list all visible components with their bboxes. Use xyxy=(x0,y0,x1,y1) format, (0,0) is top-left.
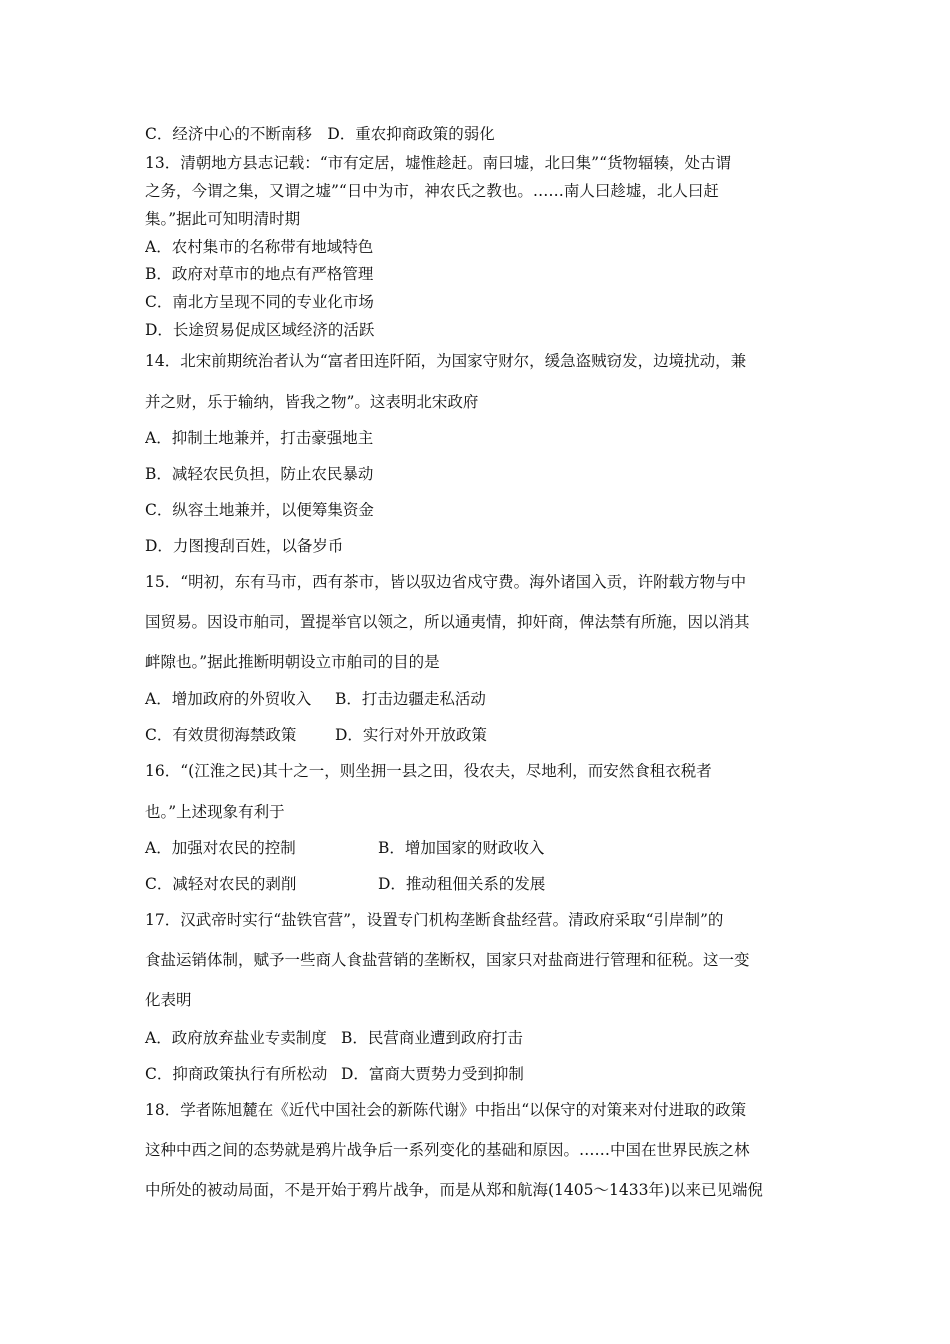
q15-stem-line-3: 衅隙也。”据此推断明朝设立市舶司的目的是 xyxy=(145,653,440,671)
q15-option-a: A．增加政府的外贸收入 xyxy=(145,690,312,708)
q17-stem-line-2: 食盐运销体制，赋予一些商人食盐营销的垄断权，国家只对盐商进行管理和征税。这一变 xyxy=(145,951,750,969)
q16-option-d: D．推动租佃关系的发展 xyxy=(378,875,546,893)
q14-option-b: B．减轻农民负担，防止农民暴动 xyxy=(145,465,374,483)
q15-option-b: B．打击边疆走私活动 xyxy=(335,690,486,708)
q17-options-row-2 xyxy=(145,1064,524,1084)
q14-option-d: D．力图搜刮百姓，以备岁币 xyxy=(145,537,344,555)
q14-stem-line-2: 并之财，乐于输纳，皆我之物”。这表明北宋政府 xyxy=(145,393,479,411)
q17-stem-line-3: 化表明 xyxy=(145,991,192,1009)
q13-stem-line-3: 集。”据此可知明清时期 xyxy=(145,210,301,228)
q17-option-a: A．政府放弃盐业专卖制度 xyxy=(145,1029,327,1047)
q17-option-c: C．抑商政策执行有所松动 xyxy=(145,1065,328,1083)
q17-stem-line-1: 17．汉武帝时实行“盐铁官营”，设置专门机构垄断食盐经营。清政府采取“引岸制”的 xyxy=(145,911,724,929)
q13-option-a: A．农村集市的名称带有地域特色 xyxy=(145,238,374,256)
q14-option-a: A．抑制土地兼并，打击豪强地主 xyxy=(145,429,374,447)
q16-options-row-1 xyxy=(145,838,545,858)
q15-stem-line-2: 国贸易。因设市舶司，置提举官以领之，所以通夷情，抑奸商，俾法禁有所施，因以消其 xyxy=(145,613,750,631)
q14-stem-line-1: 14．北宋前期统治者认为“富者田连阡陌，为国家守财尔，缓急盗贼窃发，边境扰动，兼 xyxy=(145,352,747,370)
q12-options-cd: C．经济中心的不断南移 D．重农抑商政策的弱化 xyxy=(145,125,495,143)
q13-option-b: B．政府对草市的地点有严格管理 xyxy=(145,265,374,283)
q15-options-row-1 xyxy=(145,689,486,709)
q15-option-c: C．有效贯彻海禁政策 xyxy=(145,726,297,744)
q13-option-c: C．南北方呈现不同的专业化市场 xyxy=(145,293,374,311)
q18-stem-line-3: 中所处的被动局面，不是开始于鸦片战争，而是从郑和航海(1405～1433年)以来已见端倪 xyxy=(145,1181,763,1199)
q16-option-b: B．增加国家的财政收入 xyxy=(378,839,545,857)
q15-options-row-2 xyxy=(145,725,487,745)
q13-stem-line-2: 之务，今谓之集，又谓之墟”“日中为市，神农氏之教也。……南人曰趁墟，北人曰赶 xyxy=(145,182,719,200)
q17-option-d: D．富商大贾势力受到抑制 xyxy=(341,1065,524,1083)
q16-option-a: A．加强对农民的控制 xyxy=(145,839,296,857)
q13-option-d: D．长途贸易促成区域经济的活跃 xyxy=(145,321,375,339)
q18-stem-line-1: 18．学者陈旭麓在《近代中国社会的新陈代谢》中指出“以保守的对策来对付进取的政策 xyxy=(145,1101,747,1119)
q13-stem-line-1: 13．清朝地方县志记载：“市有定居，墟惟趁赶。南曰墟，北曰集”“货物辐辏，处古谓 xyxy=(145,154,731,172)
q16-stem-line-1: 16．“(江淮之民)其十之一，则坐拥一县之田，役农夫，尽地利，而安然食租衣税者 xyxy=(145,762,712,780)
q16-option-c: C．减轻对农民的剥削 xyxy=(145,875,297,893)
q17-option-b: B．民营商业遭到政府打击 xyxy=(341,1029,523,1047)
q15-stem-line-1: 15．“明初，东有马市，西有茶市，皆以驭边省戍守费。海外诸国入贡，许附载方物与中 xyxy=(145,573,747,591)
q14-option-c: C．纵容土地兼并，以便筹集资金 xyxy=(145,501,374,519)
q17-options-row-1 xyxy=(145,1028,523,1048)
q16-stem-line-2: 也。”上述现象有利于 xyxy=(145,803,285,821)
q16-options-row-2 xyxy=(145,874,546,894)
q15-option-d: D．实行对外开放政策 xyxy=(335,726,487,744)
q18-stem-line-2: 这种中西之间的态势就是鸦片战争后一系列变化的基础和原因。……中国在世界民族之林 xyxy=(145,1141,750,1159)
